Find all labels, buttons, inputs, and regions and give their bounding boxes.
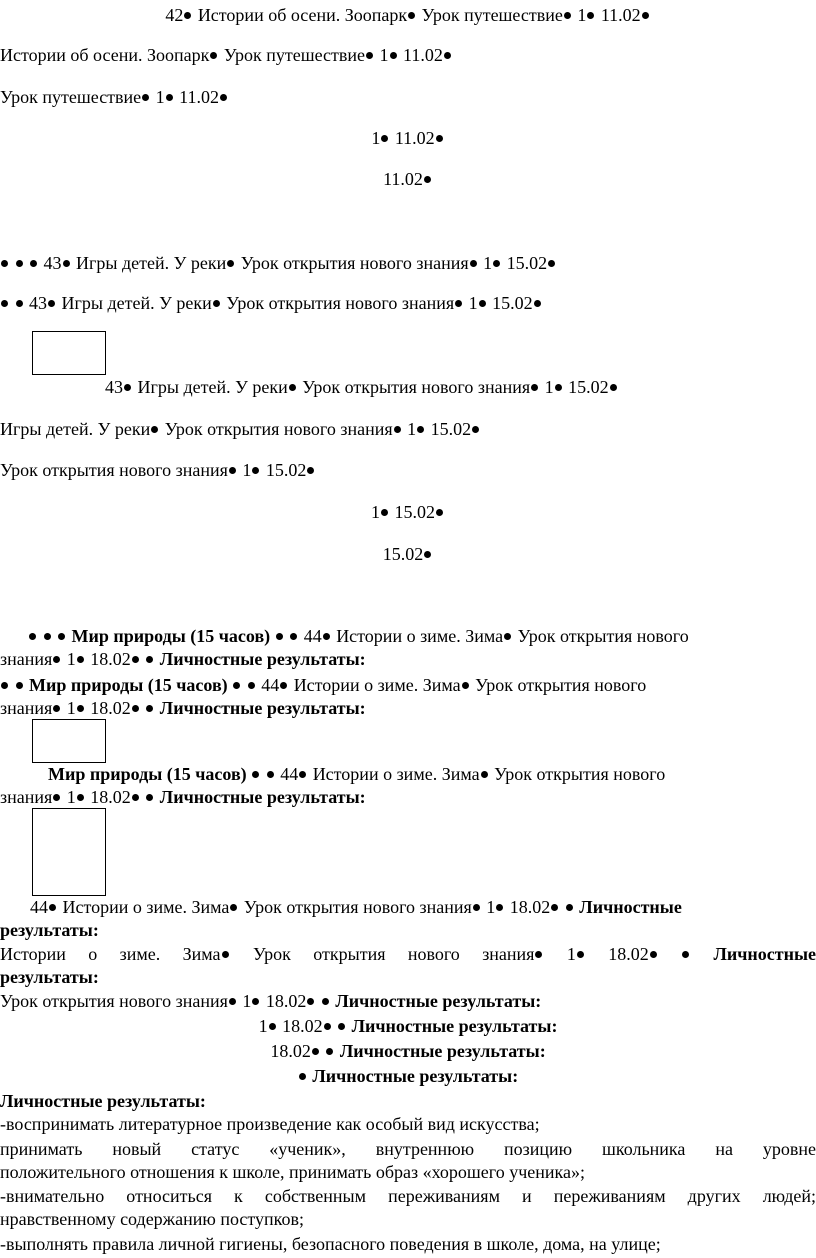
bullet-icon — [504, 633, 511, 640]
bullet-icon — [280, 682, 287, 689]
bullet-icon — [132, 656, 139, 663]
bullet-icon — [436, 135, 443, 142]
bullet-icon — [323, 633, 330, 640]
bullet-icon — [77, 656, 84, 663]
row-44-topic-cont: результаты: — [0, 967, 99, 987]
row-44-section-2: Мир природы (15 часов) 44 Истории о зиме. Зима Урок открытия нового — [0, 674, 646, 696]
row-42-full: 42 Истории об осени. Зоопарк Урок путешествие 1 11.02 — [0, 4, 816, 26]
bullet-icon — [408, 12, 415, 19]
bullet-icon — [444, 52, 451, 59]
bullet-icon — [1, 260, 8, 267]
bullet-icon — [184, 12, 191, 19]
empty-box — [32, 719, 106, 763]
bullet-icon — [496, 904, 503, 911]
row-44-date: 18.02 Личностные результаты: — [270, 1041, 546, 1061]
bullet-icon — [30, 260, 37, 267]
bullet-icon — [276, 633, 283, 640]
bullet-icon — [394, 426, 401, 433]
empty-box — [32, 331, 106, 375]
row-43-type: Урок открытия нового знания 1 15.02 — [0, 459, 316, 481]
bullet-icon — [610, 384, 617, 391]
bullet-icon — [213, 300, 220, 307]
row-44-section-1: Мир природы (15 часов) 44 Истории о зиме. Зима Урок открытия нового — [28, 625, 689, 647]
bullet-icon — [424, 176, 431, 183]
bullet-icon — [230, 904, 237, 911]
bullet-icon — [227, 260, 234, 267]
row-44-hours: 1 18.02 Личностные результаты: — [258, 1016, 558, 1036]
bullet-icon — [146, 705, 153, 712]
bullet-icon — [366, 52, 373, 59]
bullet-icon — [564, 12, 571, 19]
bullet-icon — [493, 260, 500, 267]
bullet-icon — [481, 771, 488, 778]
row-43-full: 43 Игры детей. У реки Урок открытия нового знания 1 15.02 — [0, 252, 557, 274]
bullet-icon — [312, 1048, 319, 1055]
bullet-icon — [551, 904, 558, 911]
bullet-icon — [650, 951, 657, 958]
bullet-icon — [642, 12, 649, 19]
row-43-hours: 1 15.02 — [0, 501, 816, 523]
row-42-date: 11.02 — [0, 168, 816, 190]
bullet-icon — [470, 260, 477, 267]
row-44-section-3: Мир природы (15 часов) 44 Истории о зиме. Зима Урок открытия нового — [48, 764, 666, 784]
bullet-icon — [48, 300, 55, 307]
result-item: положительного отношения к школе, принимать образ «хорошего ученика»; — [0, 1162, 585, 1182]
row-44-section-1-cont: знания 1 18.02 Личностные результаты: — [0, 649, 366, 669]
bullet-icon — [548, 260, 555, 267]
bullet-icon — [455, 300, 462, 307]
bullet-icon — [534, 300, 541, 307]
row-42-type: Урок путешествие 1 11.02 — [0, 86, 229, 108]
row-43-date: 15.02 — [0, 543, 816, 565]
bullet-icon — [132, 794, 139, 801]
result-item: -воспринимать литературное произведение как особый вид искусства; — [0, 1114, 540, 1134]
bullet-icon — [53, 705, 60, 712]
bullet-icon — [151, 426, 158, 433]
bullet-icon — [417, 426, 424, 433]
row-44-num: 44 Истории о зиме. Зима Урок открытия нового знания 1 18.02 Личностные — [30, 897, 682, 917]
bullet-icon — [44, 633, 51, 640]
bullet-icon — [146, 794, 153, 801]
bullet-icon — [473, 904, 480, 911]
bullet-icon — [307, 998, 314, 1005]
bullet-icon — [322, 998, 329, 1005]
bullet-icon — [338, 1023, 345, 1030]
bullet-icon — [233, 682, 240, 689]
bullet-icon — [326, 1048, 333, 1055]
row-44-results-bullet: Личностные результаты: — [0, 1065, 816, 1087]
bullet-icon — [58, 633, 65, 640]
bullet-icon — [142, 94, 149, 101]
result-item: -выполнять правила личной гигиены, безопасного поведения в школе, дома, на улице; — [0, 1234, 661, 1254]
bullet-icon — [229, 467, 236, 474]
row-44-topic: Истории о зиме. Зима Урок открытия нового знания 1 18.02 Личностные — [0, 944, 816, 964]
result-item: -внимательно относиться к собственным переживаниям и переживаниям других людей; — [0, 1186, 816, 1206]
bullet-icon — [252, 467, 259, 474]
bullet-icon — [49, 904, 56, 911]
bullet-icon — [77, 794, 84, 801]
row-42-topic: Истории об осени. Зоопарк Урок путешествие 1 11.02 — [0, 44, 453, 66]
empty-box — [32, 808, 106, 896]
bullet-icon — [381, 509, 388, 516]
row-43-num: 43 Игры детей. У реки Урок открытия нового знания 1 15.02 — [0, 292, 543, 314]
bullet-icon — [390, 52, 397, 59]
bullet-icon — [220, 94, 227, 101]
bullet-icon — [682, 951, 689, 958]
bullet-icon — [436, 509, 443, 516]
bullet-icon — [472, 426, 479, 433]
bullet-icon — [307, 467, 314, 474]
bullet-icon — [324, 1023, 331, 1030]
row-44-section-3-cont: знания 1 18.02 Личностные результаты: — [0, 787, 366, 807]
bullet-icon — [267, 771, 274, 778]
bullet-icon — [63, 260, 70, 267]
bullet-icon — [290, 633, 297, 640]
bullet-icon — [587, 12, 594, 19]
bullet-icon — [53, 656, 60, 663]
bullet-icon — [77, 705, 84, 712]
bullet-icon — [146, 656, 153, 663]
bullet-icon — [16, 682, 23, 689]
bullet-icon — [222, 951, 229, 958]
bullet-icon — [531, 384, 538, 391]
bullet-icon — [252, 771, 259, 778]
bullet-icon — [535, 951, 542, 958]
bullet-icon — [1, 300, 8, 307]
bullet-icon — [16, 300, 23, 307]
bullet-icon — [132, 705, 139, 712]
results-heading: Личностные результаты: — [0, 1091, 206, 1111]
bullet-icon — [229, 998, 236, 1005]
bullet-icon — [479, 300, 486, 307]
bullet-icon — [252, 998, 259, 1005]
row-43-indented: 43 Игры детей. У реки Урок открытия нового знания 1 15.02 — [105, 376, 619, 398]
bullet-icon — [424, 551, 431, 558]
bullet-icon — [29, 633, 36, 640]
bullet-icon — [269, 1023, 276, 1030]
bullet-icon — [299, 1073, 306, 1080]
row-43-topic: Игры детей. У реки Урок открытия нового знания 1 15.02 — [0, 418, 481, 440]
row-44-type: Урок открытия нового знания 1 18.02 Личностные результаты: — [0, 991, 542, 1011]
bullet-icon — [289, 384, 296, 391]
bullet-icon — [166, 94, 173, 101]
bullet-icon — [381, 135, 388, 142]
bullet-icon — [210, 52, 217, 59]
row-42-hours: 1 11.02 — [0, 127, 816, 149]
bullet-icon — [124, 384, 131, 391]
bullet-icon — [53, 794, 60, 801]
bullet-icon — [462, 682, 469, 689]
row-44-section-2-cont: знания 1 18.02 Личностные результаты: — [0, 698, 366, 718]
bullet-icon — [299, 771, 306, 778]
result-item: принимать новый статус «ученик», внутреннюю позицию школьника на уровне — [0, 1139, 816, 1159]
bullet-icon — [248, 682, 255, 689]
bullet-icon — [566, 904, 573, 911]
result-item: нравственному содержанию поступков; — [0, 1209, 304, 1229]
bullet-icon — [1, 682, 8, 689]
row-44-num-cont: результаты: — [0, 920, 99, 940]
bullet-icon — [16, 260, 23, 267]
bullet-icon — [555, 384, 562, 391]
bullet-icon — [577, 951, 584, 958]
